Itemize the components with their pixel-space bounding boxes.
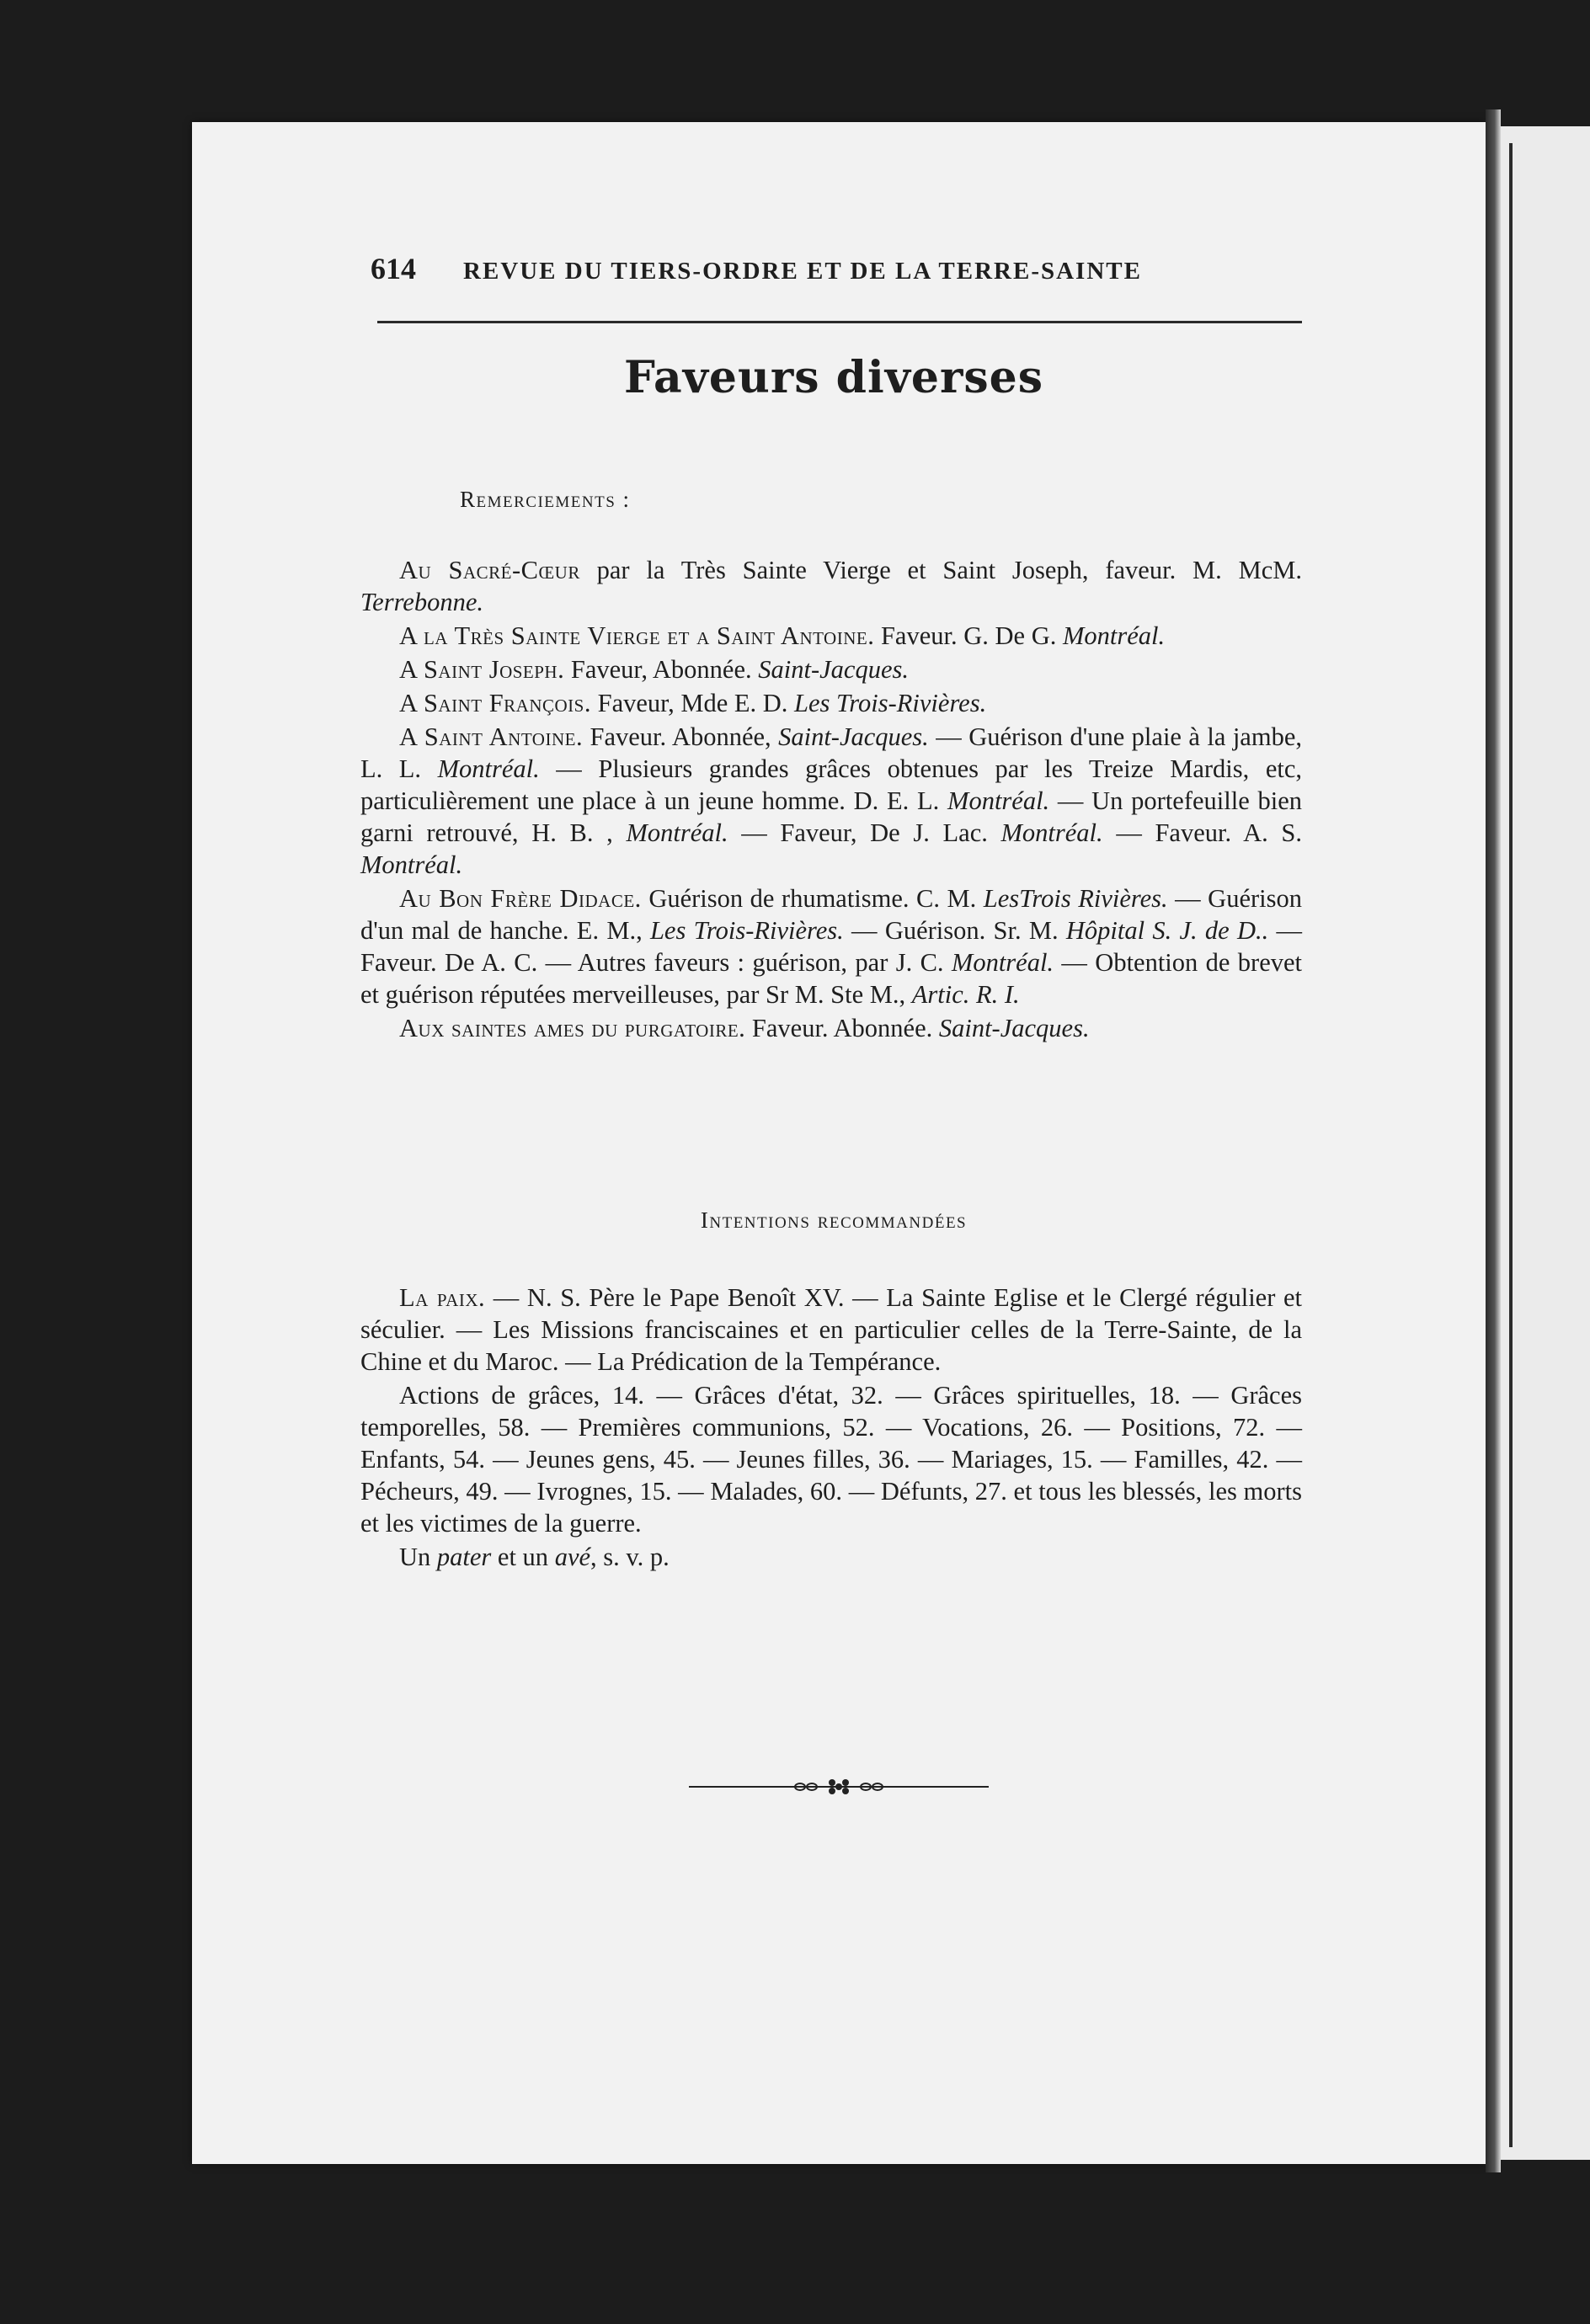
entry-vierge-antoine: A la Très Sainte Vierge et a Saint Antoine. Faveur. G. De G. Montréal. xyxy=(399,621,1166,650)
entry-saint-francois: A Saint François. Faveur, Mde E. D. Les Trois-Rivières. xyxy=(399,689,987,717)
intentions-list xyxy=(360,1282,1302,1575)
page xyxy=(192,122,1486,2164)
page-number: 614 xyxy=(371,252,416,285)
remerciements-heading: Remerciements : xyxy=(460,487,631,512)
entry-ames-purgatoire: Aux saintes ames du purgatoire. Faveur. Abonnée. Saint-Jacques. xyxy=(399,1014,1090,1042)
running-title: REVUE DU TIERS-ORDRE ET DE LA TERRE-SAINTE xyxy=(463,258,1142,285)
remerciements-list xyxy=(360,554,1302,1046)
intention-la-paix: La paix. — N. S. Père le Pape Benoît XV. — La Sainte Eglise et le Clergé régulier et séculier. — Les Missions franciscaines et en particulier celles de la Terre-Sainte, de la Chine et du Maroc. — La Prédication de la Tempérance. xyxy=(360,1283,1303,1376)
binding-rule xyxy=(1509,143,1513,2147)
intention-closing: Un pater et un avé, s. v. p. xyxy=(399,1543,670,1571)
page-edge xyxy=(1486,109,1501,2172)
entry-sacre-coeur: Au Sacré-Cœur par la Très Sainte Vierge et Saint Joseph, faveur. M. McM. Terrebonne. xyxy=(360,556,1302,616)
running-header xyxy=(371,251,1297,286)
entry-saint-antoine: A Saint Antoine. Faveur. Abonnée, Saint-Jacques. — Guérison d'une plaie à la jambe, L. L. Montréal. — Plusieurs grandes grâces obtenues par les Treize Mardis, etc, particulièrement une place à un jeune homme. D. E. L. Montréal. — Un portefeuille bien garni retrouvé, H. B. , Montréal. — Faveur, De J. Lac. Montréal. — Faveur. A. S. Montréal. xyxy=(360,722,1303,879)
end-ornament xyxy=(689,1777,989,1797)
intention-counts: Actions de grâces, 14. — Grâces d'état, 32. — Grâces spirituelles, 18. — Grâces temporelles, 58. — Premières communions, 52. — Vocations, 26. — Positions, 72. — Enfants, 54. — Jeunes gens, 45. — Jeunes filles, 36. — Mariages, 15. — Familles, 42. — Pécheurs, 49. — Ivrognes, 15. — Malades, 60. — Défunts, 27. et tous les blessés, les morts et les victimes de la guerre. xyxy=(360,1381,1302,1538)
entry-frere-didace: Au Bon Frère Didace. Guérison de rhumatisme. C. M. LesTrois Rivières. — Guérison d'un mal de hanche. E. M., Les Trois-Rivières. — Guérison. Sr. M. Hôpital S. J. de D.. — Faveur. De A. C. — Autres faveurs : guérison, par J. C. Montréal. — Obtention de brevet et guérison réputées merveilleuses, par Sr M. Ste M., Artic. R. I. xyxy=(360,884,1302,1009)
intentions-heading: Intentions recommandées xyxy=(700,1207,968,1233)
entry-saint-joseph: A Saint Joseph. Faveur, Abonnée. Saint-Jacques. xyxy=(399,655,909,684)
section-title: Faveurs diverses xyxy=(623,352,1044,403)
facing-page xyxy=(1501,126,1590,2160)
header-rule xyxy=(377,321,1302,323)
